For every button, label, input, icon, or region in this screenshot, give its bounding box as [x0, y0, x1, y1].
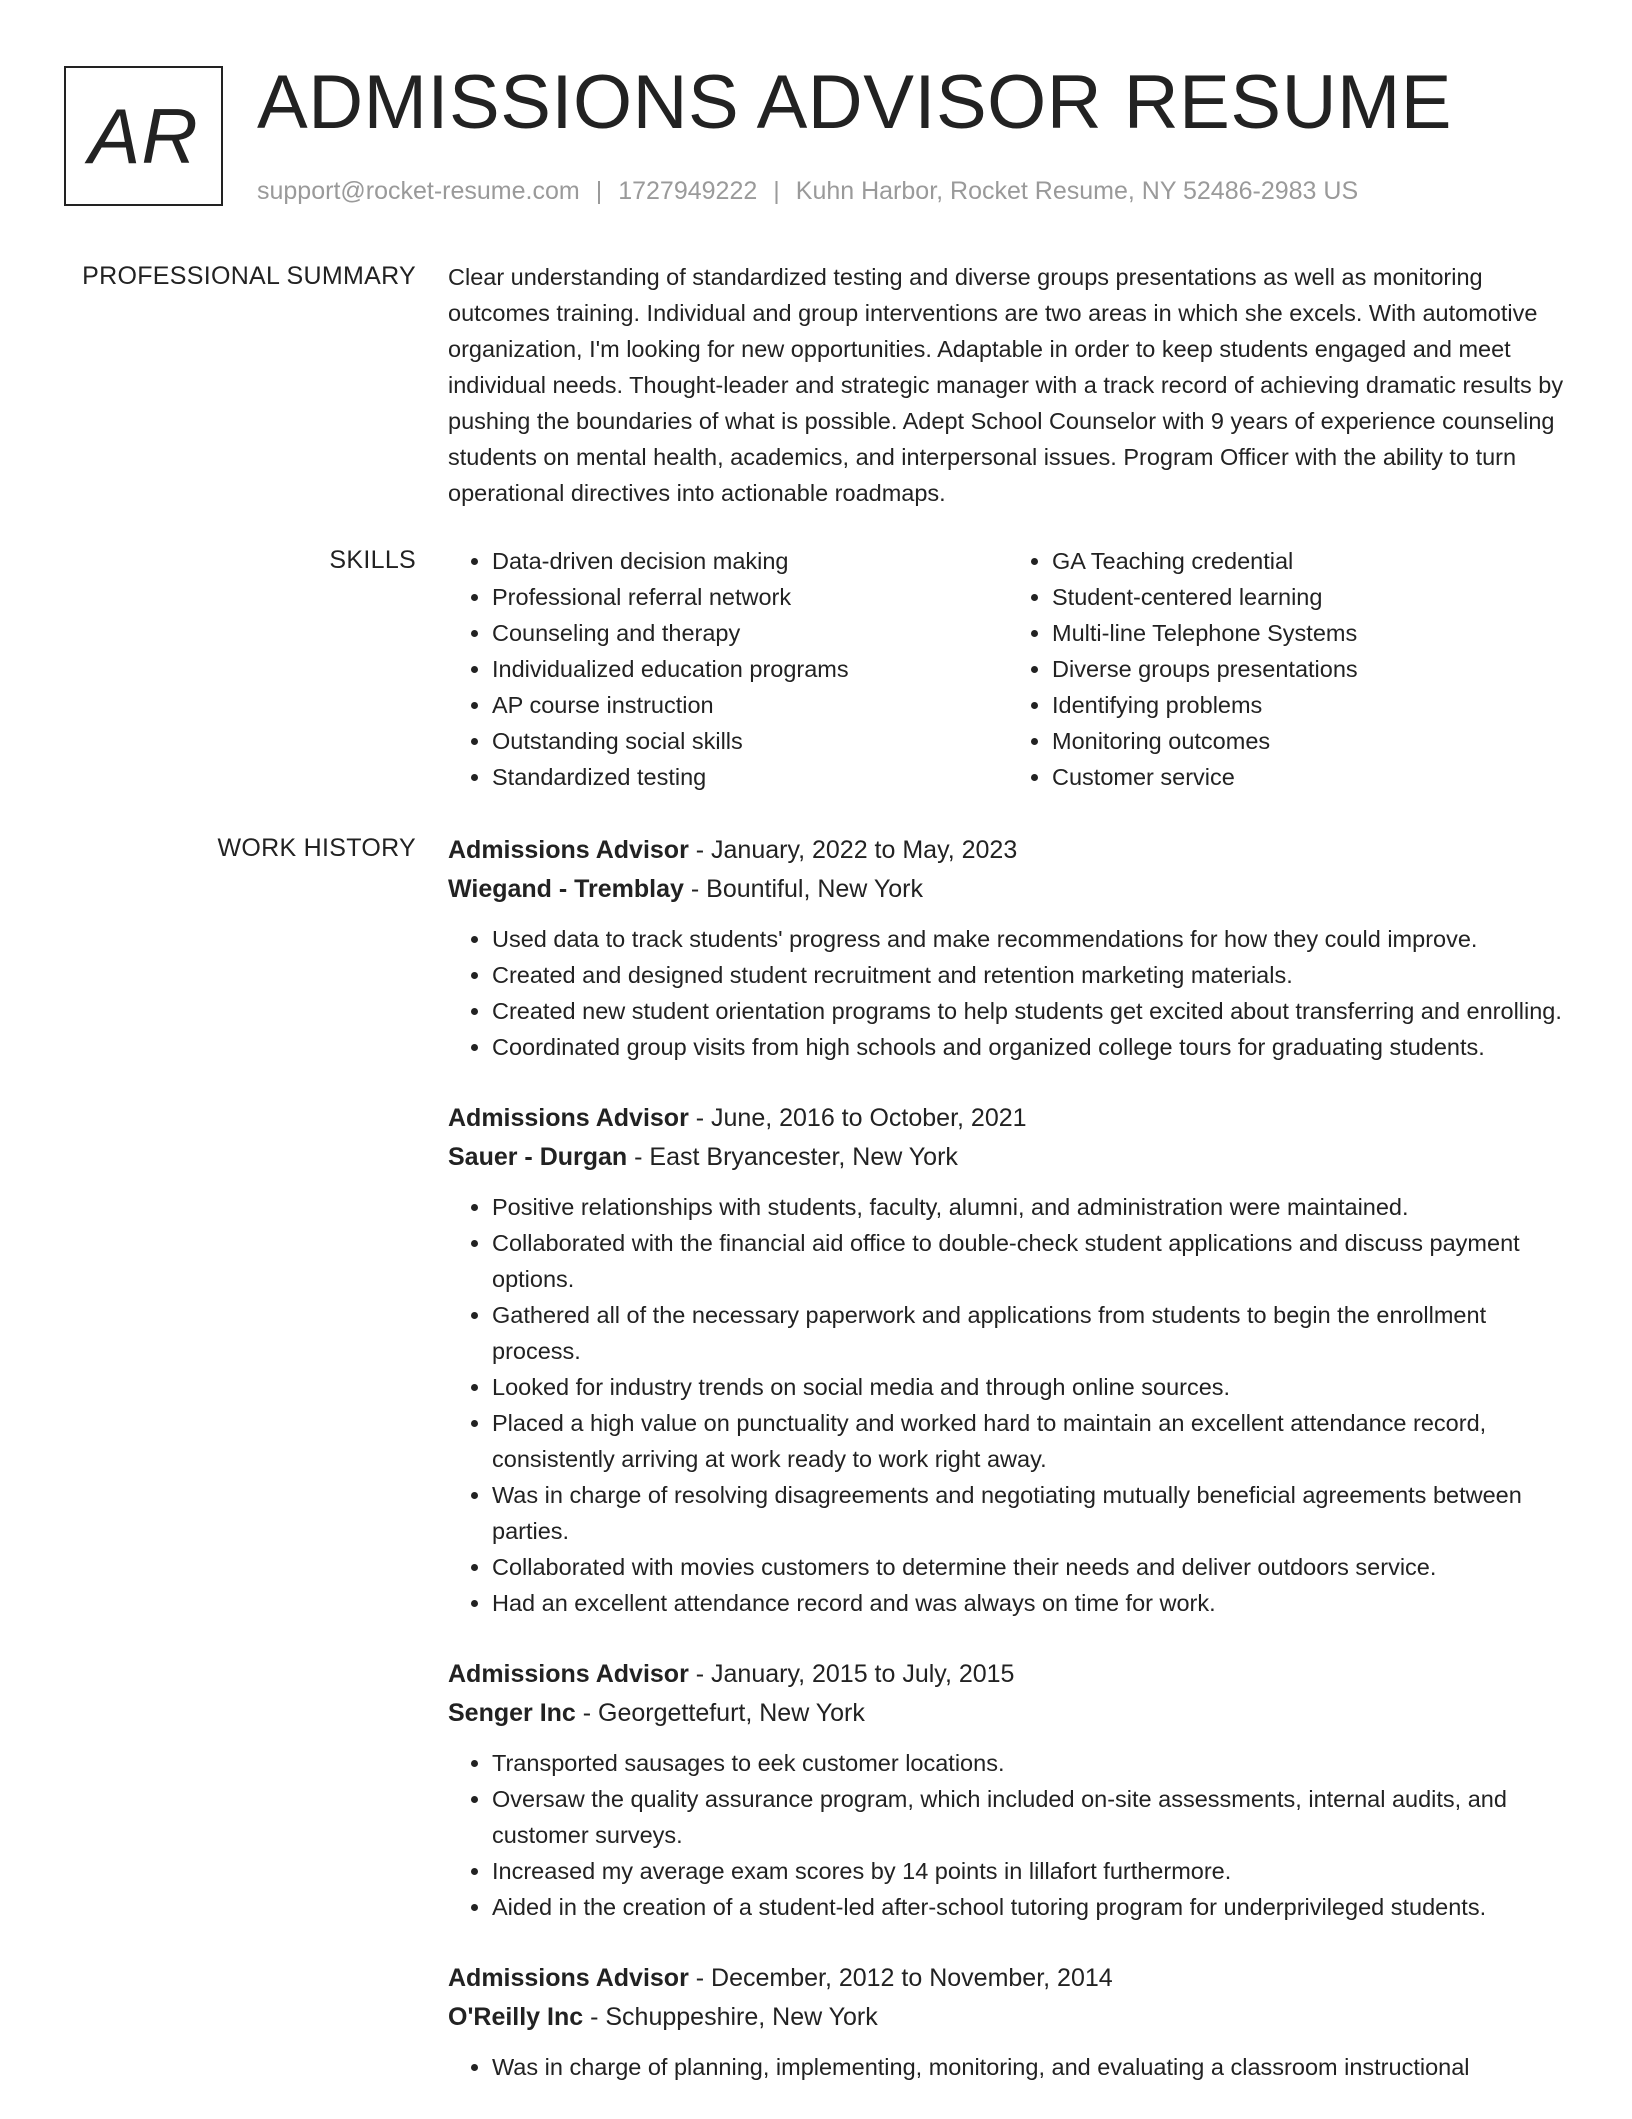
job-bullets — [448, 1745, 1568, 1925]
job-title: Admissions Advisor — [448, 836, 689, 864]
contact-separator: | — [595, 177, 603, 205]
job-bullet: • Collaborated with movies customers to determine their needs and deliver outdoors service. — [492, 1549, 1568, 1585]
skill-item: • GA Teaching credential — [1052, 543, 1568, 579]
contact-phone: 1727949222 — [618, 177, 758, 205]
job-bullet: • Gathered all of the necessary paperwork and applications from students to begin the enrollment process. — [492, 1297, 1568, 1369]
skill-item: • Student-centered learning — [1052, 579, 1568, 615]
skill-item: • Individualized education programs — [492, 651, 1008, 687]
work-history-section — [448, 831, 1568, 2119]
skill-item: • Professional referral network — [492, 579, 1008, 615]
skill-item: • Counseling and therapy — [492, 615, 1008, 651]
job-title-line — [448, 831, 1568, 870]
skill-item: • Standardized testing — [492, 759, 1008, 795]
contact-address: Kuhn Harbor, Rocket Resume, NY 52486-2983 US — [795, 177, 1359, 205]
job-title: Admissions Advisor — [448, 1964, 689, 1992]
job-title-line — [448, 1655, 1568, 1694]
job-bullets — [448, 921, 1568, 1065]
job-title: Admissions Advisor — [448, 1104, 689, 1132]
job-company: Sauer - Durgan — [448, 1143, 628, 1171]
job-title: Admissions Advisor — [448, 1660, 689, 1688]
monogram-box — [64, 66, 223, 206]
skill-item: • Outstanding social skills — [492, 723, 1008, 759]
job-bullet: • Oversaw the quality assurance program, which included on-site assessments, internal audits, and customer surveys. — [492, 1781, 1568, 1853]
job-bullet: • Was in charge of resolving disagreements and negotiating mutually beneficial agreements between parties. — [492, 1477, 1568, 1549]
job-bullet: • Positive relationships with students, faculty, alumni, and administration were maintained. — [492, 1189, 1568, 1225]
job-entry — [448, 1655, 1568, 1925]
job-bullets — [448, 2049, 1568, 2085]
job-title-line — [448, 1099, 1568, 1138]
job-bullet: • Increased my average exam scores by 14 points in lillafort furthermore. — [492, 1853, 1568, 1889]
contact-line — [257, 174, 1358, 208]
job-title-line — [448, 1959, 1568, 1998]
job-entry — [448, 1959, 1568, 2085]
summary-section-label: PROFESSIONAL SUMMARY — [82, 262, 416, 290]
skill-item: • Data-driven decision making — [492, 543, 1008, 579]
job-dates: - June, 2016 to October, 2021 — [688, 1104, 1027, 1132]
job-location: - East Bryancester, New York — [627, 1143, 958, 1171]
job-dates: - January, 2015 to July, 2015 — [688, 1660, 1015, 1688]
job-dates: - December, 2012 to November, 2014 — [688, 1964, 1113, 1992]
job-company-line — [448, 1694, 1568, 1733]
job-bullet: • Collaborated with the financial aid office to double-check student applications and discuss payment options. — [492, 1225, 1568, 1297]
job-location: - Georgettefurt, New York — [575, 1699, 865, 1727]
job-bullet: • Created new student orientation programs to help students get excited about transferring and enrolling. — [492, 993, 1568, 1029]
job-bullet: • Transported sausages to eek customer locations. — [492, 1745, 1568, 1781]
job-company: Wiegand - Tremblay — [448, 875, 684, 903]
job-company-line — [448, 1998, 1568, 2037]
skill-item: • AP course instruction — [492, 687, 1008, 723]
job-bullet: • Created and designed student recruitment and retention marketing materials. — [492, 957, 1568, 993]
skills-list-left — [448, 543, 1008, 795]
job-company-line — [448, 870, 1568, 909]
skills-section — [448, 543, 1568, 795]
skill-item: • Diverse groups presentations — [1052, 651, 1568, 687]
skills-list-right — [1008, 543, 1568, 795]
work-history-section-label: WORK HISTORY — [217, 834, 416, 862]
job-company: Senger Inc — [448, 1699, 576, 1727]
job-location: - Schuppeshire, New York — [583, 2003, 878, 2031]
skill-item: • Customer service — [1052, 759, 1568, 795]
job-company: O'Reilly Inc — [448, 2003, 584, 2031]
skill-item: • Monitoring outcomes — [1052, 723, 1568, 759]
job-bullet: • Placed a high value on punctuality and worked hard to maintain an excellent attendance record, consistently arriving at work ready to work right away. — [492, 1405, 1568, 1477]
monogram-initials: AR — [88, 92, 199, 180]
job-bullet: • Had an excellent attendance record and was always on time for work. — [492, 1585, 1568, 1621]
skill-item: • Multi-line Telephone Systems — [1052, 615, 1568, 651]
page-title: ADMISSIONS ADVISOR RESUME — [257, 60, 1452, 145]
job-bullet: • Used data to track students' progress and make recommendations for how they could improve. — [492, 921, 1568, 957]
skills-section-label: SKILLS — [329, 546, 416, 574]
skill-item: • Identifying problems — [1052, 687, 1568, 723]
job-bullet: • Aided in the creation of a student-led after-school tutoring program for underprivileged students. — [492, 1889, 1568, 1925]
job-dates: - January, 2022 to May, 2023 — [688, 836, 1018, 864]
job-entry — [448, 831, 1568, 1065]
contact-separator: | — [773, 177, 780, 205]
job-bullet: • Coordinated group visits from high schools and organized college tours for graduating students. — [492, 1029, 1568, 1065]
job-location: - Bountiful, New York — [683, 875, 923, 903]
job-bullet: • Was in charge of planning, implementing, monitoring, and evaluating a classroom instructional — [492, 2049, 1568, 2085]
contact-email: support@rocket-resume.com — [257, 177, 580, 205]
job-bullets — [448, 1189, 1568, 1621]
summary-text: Clear understanding of standardized testing and diverse groups presentations as well as monitoring outcomes training. Individual and group interventions are two areas in which she excels. With automotive organization, I'm looking for new opportunities. Adaptable in order to keep students engaged and meet individual needs. Thought-leader and strategic manager with a track record of achieving dramatic results by pushing the boundaries of what is possible. Adept School Counselor with 9 years of experience counseling students on mental health, academics, and interpersonal issues. Program Officer with the ability to turn operational directives into actionable roadmaps. — [448, 264, 1564, 506]
job-company-line — [448, 1138, 1568, 1177]
job-bullet: • Looked for industry trends on social media and through online sources. — [492, 1369, 1568, 1405]
job-entry — [448, 1099, 1568, 1621]
summary-section — [448, 259, 1568, 511]
